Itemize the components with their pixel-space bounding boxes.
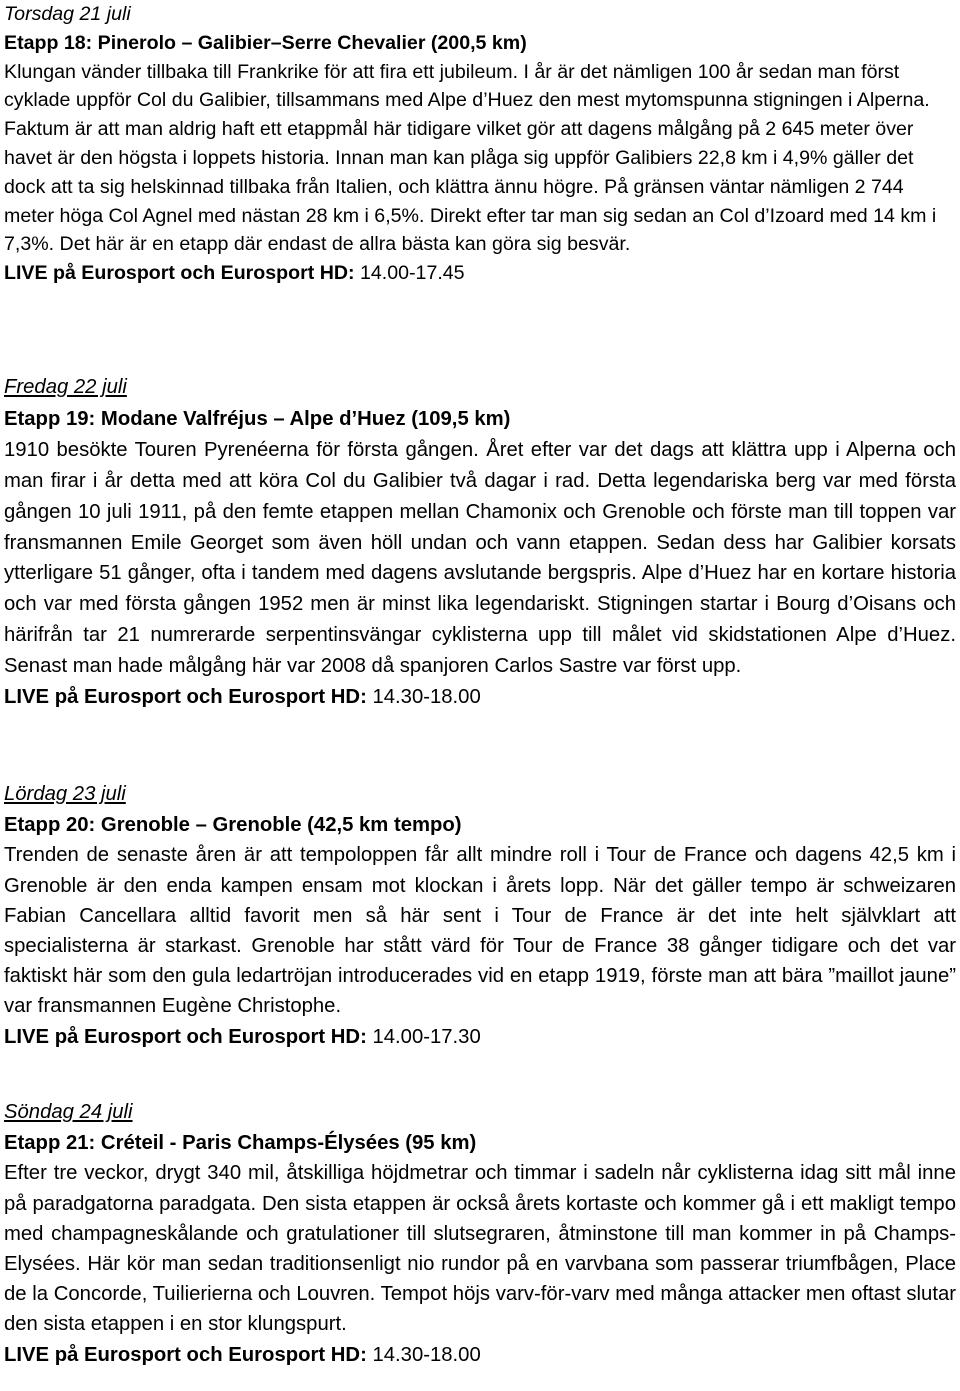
stage-description: Klungan vänder tillbaka till Frankrike för att fira ett jubileum. I år är det nämligen 100 år sedan man först cyklade uppför Col du Galibier, tillsammans med Alpe d’Huez den mest mytomspunna stigningen i Alperna. Faktum är att man aldrig haft ett etappmål här tidigare vilket gör att dagens målgång på 2 645 meter över havet är den högsta i loppets historia. Innan man kan plåga sig uppför Galibiers 22,8 km i 4,9% gäller det dock att ta sig helskinnad tillbaka från Italien, och klättra ännu högre. På gränsen väntar nämligen 2 744 meter höga Col Agnel med nästan 28 km i 6,5%. Direkt efter tar man sig sedan an Col d’Izoard med 14 km i 7,3%. Det här är en etapp där endast de allra bästa kan göra sig besvär. <box>4 60 937 256</box>
stage-title: Etapp 18: Pinerolo – Galibier–Serre Chevalier (200,5 km) <box>4 31 527 54</box>
broadcast-info <box>4 259 956 288</box>
broadcast-info <box>4 682 956 713</box>
broadcast-label: LIVE på Eurosport och Eurosport HD: <box>4 1343 367 1366</box>
stage-date: Söndag 24 juli <box>4 1101 133 1123</box>
broadcast-label: LIVE på Eurosport och Eurosport HD: <box>4 1025 367 1048</box>
stage-18-section <box>4 0 956 288</box>
broadcast-info <box>4 1022 956 1052</box>
stage-date: Torsdag 21 juli <box>4 3 131 25</box>
stage-19-section <box>4 372 956 713</box>
stage-21-section <box>4 1097 956 1370</box>
stage-description: Efter tre veckor, drygt 340 mil, åtskilliga höjdmetrar och timmar i sadeln når cyklisterna idag sitt mål inne på paradgatorna paradgata. Den sista etappen är också årets kortaste och kommer gå i ett makligt tempo med champagneskålande och gratulationer till slutsegraren, åtminstone till man kommer in på Champs-Elysées. Här kör man sedan traditionsenligt nio rundor på en varvbana som passerar triumfbågen, Place de la Concorde, Tuilierierna och Louvren. Tempot höjs varv-för-varv med många attacker men oftast slutar den sista etappen i en stor klungspurt. <box>4 1162 956 1336</box>
broadcast-time: 14.30-18.00 <box>372 686 481 709</box>
broadcast-time: 14.00-17.45 <box>359 262 465 285</box>
stage-title: Etapp 20: Grenoble – Grenoble (42,5 km tempo) <box>4 814 462 837</box>
broadcast-time: 14.30-18.00 <box>372 1343 481 1366</box>
broadcast-label: LIVE på Eurosport och Eurosport HD: <box>4 686 367 709</box>
broadcast-info <box>4 1340 956 1370</box>
stage-date: Lördag 23 juli <box>4 783 126 805</box>
stage-title: Etapp 21: Créteil - Paris Champs-Élysées (95 km) <box>4 1132 477 1155</box>
broadcast-time: 14.00-17.30 <box>372 1025 481 1048</box>
stage-description: Trenden de senaste åren är att tempoloppen får allt mindre roll i Tour de France och dagens 42,5 km i Grenoble är den enda kampen ensam mot klockan i årets lopp. När det gäller tempo är schweizaren Fabian Cancellara alltid favorit men så här sent i Tour de France är det inte helt självklart att specialisterna är starkast. Grenoble har stått värd för Tour de France 38 gånger tidigare och det var faktiskt här som den gula ledartröjan introducerades vid en etapp 1919, förste man att bära ”maillot jaune” var fransmannen Eugène Christophe. <box>4 844 956 1018</box>
stage-description: 1910 besökte Touren Pyrenéerna för första gången. Året efter var det dags att klättra upp i Alperna och man firar i år detta med att köra Col du Galibier två dagar i rad. Detta legendariska berg var med första gången 10 juli 1911, på den femte etappen mellan Chamonix och Grenoble och förste man till toppen var fransmannen Emile Georget som även höll undan och vann etappen. Sedan dess har Galibier korsats ytterligare 51 gånger, ofta i tandem med dagens avslutande bergspris. Alpe d’Huez har en kortare historia och var med första gången 1952 men är minst lika legendariskt. Stigningen startar i Bourg d’Oisans och härifrån tar 21 numrerarde serpentinsvängar cyklisterna upp till målet vid skidstationen Alpe d’Huez. Senast man hade målgång här var 2008 då spanjoren Carlos Sastre var först upp. <box>4 438 956 678</box>
broadcast-label: LIVE på Eurosport och Eurosport HD: <box>4 262 355 285</box>
stage-title: Etapp 19: Modane Valfréjus – Alpe d’Huez (109,5 km) <box>4 407 511 430</box>
stage-20-section <box>4 779 956 1052</box>
stage-date: Fredag 22 juli <box>4 376 127 398</box>
